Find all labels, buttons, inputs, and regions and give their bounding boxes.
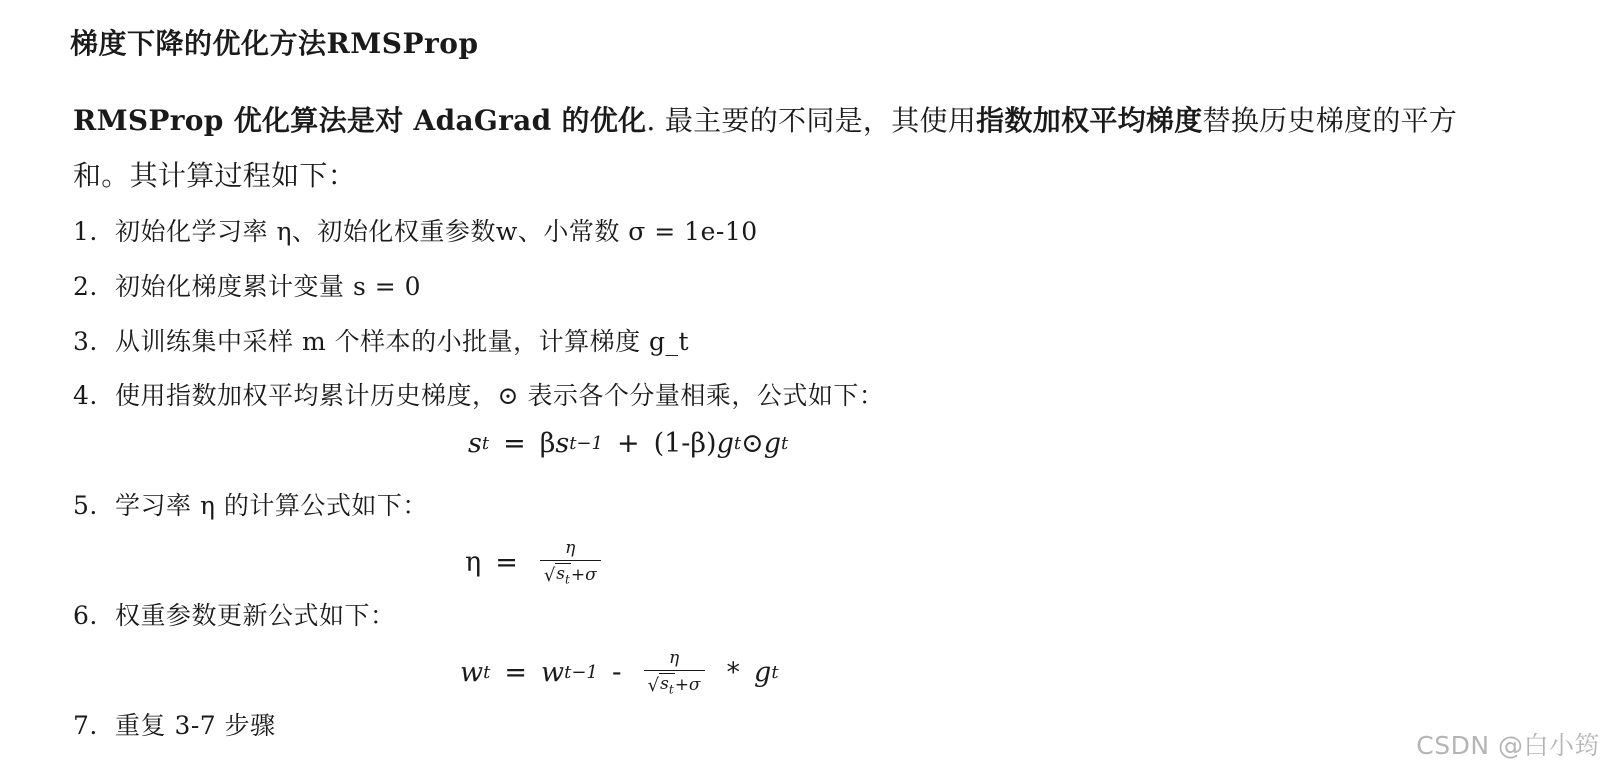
- f2-den-s: s: [556, 564, 566, 584]
- intro-bold-3: 指数加权平均梯度: [976, 104, 1203, 137]
- f1-g1: g: [716, 428, 734, 459]
- f2-radicand: [555, 563, 571, 586]
- f1-g2-sub: t: [781, 433, 789, 454]
- step-text: 学习率 η 的计算公式如下：: [115, 491, 428, 520]
- step-number: 4.: [73, 381, 98, 410]
- step-text: 使用指数加权平均累计历史梯度，⊙ 表示各个分量相乘，公式如下：: [115, 381, 885, 410]
- f2-radical: √: [543, 565, 556, 587]
- f2-den-rest: +σ: [570, 564, 597, 585]
- step-number: 5.: [73, 491, 98, 520]
- f3-g-sub: t: [771, 661, 779, 683]
- formula-learning-rate: [465, 538, 609, 586]
- step-number: 6.: [73, 601, 98, 630]
- step-3: [73, 322, 689, 358]
- step-4: [73, 376, 884, 412]
- f1-odot: ⊙: [741, 428, 764, 459]
- step-1: [73, 212, 758, 248]
- step-number: 2.: [73, 272, 98, 301]
- f3-den-s: s: [660, 674, 669, 694]
- f1-s-sub: t−1: [569, 433, 603, 454]
- step-5: [73, 486, 428, 522]
- f1-beta: β: [539, 428, 556, 459]
- formula-s-update: [468, 428, 788, 459]
- f1-lhs: s: [468, 428, 482, 459]
- f3-g: g: [754, 656, 772, 688]
- f3-minus: -: [611, 656, 622, 688]
- f3-radical: √: [647, 675, 660, 697]
- step-number: 3.: [73, 327, 98, 356]
- step-text: 初始化学习率 η、初始化权重参数w、小常数 σ = 1e-10: [115, 217, 758, 246]
- step-2: [73, 267, 421, 303]
- f2-den-sub: t: [565, 572, 570, 587]
- f3-w-sub: t−1: [564, 661, 598, 683]
- f1-lhs-sub: t: [481, 433, 490, 454]
- f3-den-rest: +σ: [674, 674, 701, 695]
- step-7: [73, 706, 276, 742]
- step-text: 初始化梯度累计变量 s = 0: [115, 272, 422, 301]
- intro-text-2: . 最主要的不同是，其使用: [646, 104, 977, 137]
- step-text: 重复 3-7 步骤: [115, 711, 276, 740]
- f1-plus: +: [616, 428, 640, 459]
- f3-sqrt: [648, 673, 675, 696]
- f1-g2: g: [763, 428, 782, 459]
- f1-paren: (1-β): [653, 428, 717, 459]
- f1-s: s: [555, 428, 570, 459]
- f3-radicand: [659, 673, 675, 696]
- f2-lhs: η: [465, 546, 482, 578]
- f3-fraction: [644, 648, 705, 696]
- f2-sqrt: [544, 563, 571, 586]
- intro-text-4: 替换历史梯度的平方和。其计算过程如下：: [73, 104, 1458, 192]
- f1-eq: =: [503, 428, 526, 459]
- f2-eq: =: [495, 546, 518, 578]
- f3-numerator: η: [669, 648, 680, 668]
- f3-eq: =: [504, 656, 527, 688]
- watermark: CSDN @白小筠: [1416, 731, 1600, 760]
- formula-weight-update: [460, 648, 779, 696]
- intro-bold-1: RMSProp 优化算法是对 AdaGrad 的优化: [73, 104, 647, 137]
- step-text: 权重参数更新公式如下：: [115, 601, 396, 630]
- step-number: 1.: [73, 217, 98, 246]
- f3-lhs-sub: t: [483, 661, 491, 683]
- f1-g1-sub: t: [733, 433, 742, 454]
- f2-denominator: [540, 560, 601, 586]
- step-6: [73, 596, 396, 632]
- f3-den-sub: t: [668, 682, 674, 697]
- f3-denominator: [644, 670, 705, 696]
- intro-paragraph: [73, 93, 1493, 203]
- step-number: 7.: [73, 711, 98, 740]
- page-title: 梯度下降的优化方法RMSProp: [70, 27, 479, 60]
- f2-numerator: η: [565, 538, 576, 558]
- f3-times: *: [726, 656, 741, 688]
- f2-fraction: [540, 538, 601, 586]
- f3-lhs: w: [460, 656, 484, 688]
- step-text: 从训练集中采样 m 个样本的小批量，计算梯度 g_t: [115, 327, 690, 356]
- f3-w: w: [540, 656, 565, 688]
